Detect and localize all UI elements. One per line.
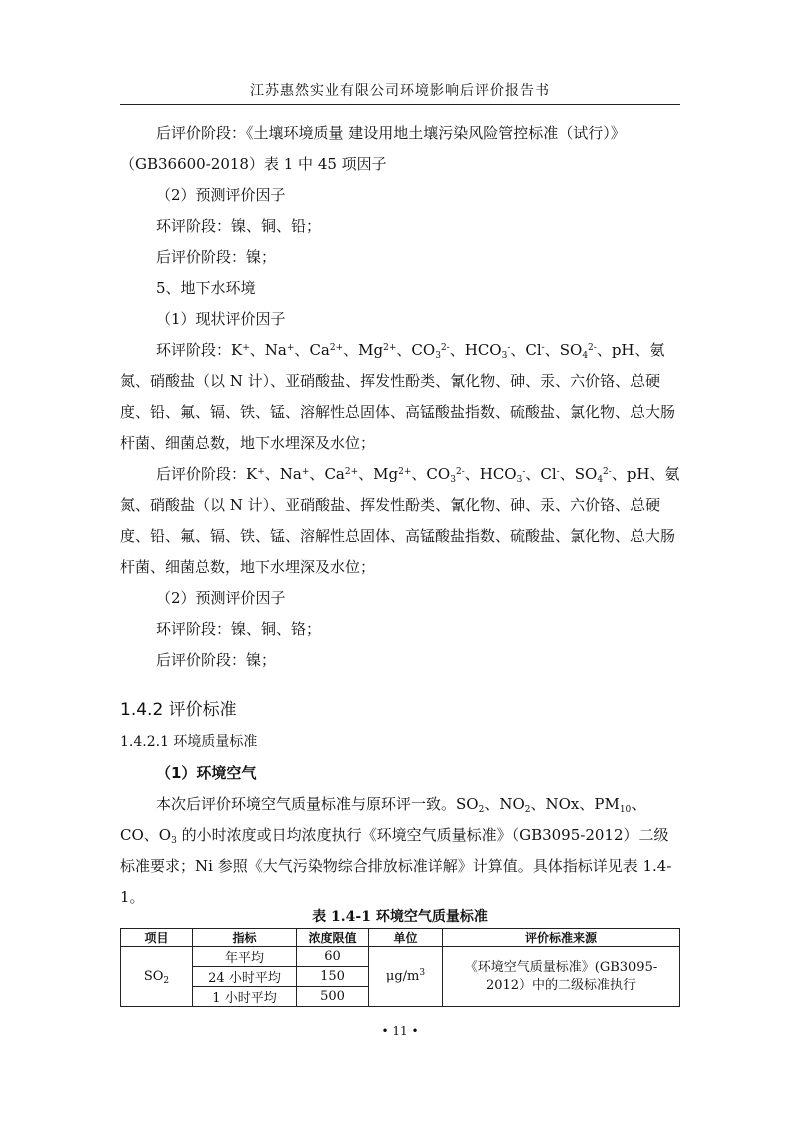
separator: 、 [464, 465, 480, 483]
ion-subscript: 3 [435, 351, 441, 361]
separator: 、 [510, 341, 526, 359]
ion-mg [358, 341, 396, 359]
separator: 、 [264, 465, 280, 483]
ion-symbol: HCO [479, 465, 517, 483]
air-quality-standard-table [120, 928, 680, 1007]
text-run: 、NO [484, 795, 525, 813]
indicator-cell: 1 小时平均 [193, 987, 297, 1007]
ion-so4 [560, 341, 597, 359]
running-header: 江苏惠然实业有限公司环境影响后评价报告书 [250, 83, 550, 99]
ion-symbol: CO [411, 341, 436, 359]
column-header: 项目 [121, 929, 193, 947]
ion-charge: 2- [440, 343, 450, 353]
ion-charge: 2- [455, 467, 465, 477]
column-header: 评价标准来源 [443, 929, 680, 947]
ion-symbol: Ca [309, 341, 330, 359]
ion-k [231, 341, 250, 359]
ion-hco3 [465, 341, 511, 359]
separator: 、 [249, 341, 265, 359]
limit-cell: 150 [297, 967, 369, 987]
subsection-heading-env-quality: 1.4.2.1 环境质量标准 [120, 734, 258, 750]
separator: 、 [358, 465, 374, 483]
column-header: 指标 [193, 929, 297, 947]
paragraph-soil-post-eval: 后评价阶段：《土壤环境质量 建设用地土壤污染风险管控标准（试行）》（GB36600-2018）表 1 中 45 项因子 [120, 124, 626, 173]
ion-symbol: HCO [464, 341, 502, 359]
ion-charge: + [286, 343, 295, 353]
ion-charge: 2+ [329, 343, 344, 353]
pollutant-cell [121, 947, 193, 1007]
ion-symbol: Cl [525, 341, 542, 359]
paragraph-gw-post-eval-stage [120, 459, 680, 583]
subscript: 10 [619, 805, 632, 815]
section-heading-eval-standards: 1.4.2 评价标准 [120, 700, 237, 720]
ion-charge: 2- [603, 467, 612, 477]
subscript: 2 [163, 976, 170, 986]
ion-mg [373, 465, 411, 483]
separator: 、 [343, 341, 359, 359]
ion-symbol: Mg [358, 341, 384, 359]
paragraph-forecast-factors: （2）预测评价因子 [156, 186, 286, 204]
ion-cl [525, 341, 544, 359]
ion-co3 [426, 465, 464, 483]
paragraph-post-eval-stage: 后评价阶段：镍； [156, 248, 277, 266]
subscript: 2 [524, 805, 531, 815]
paragraph-gw-forecast-eia: 环评阶段：镍、铜、铬； [156, 620, 322, 638]
document-body [120, 118, 680, 913]
separator: 、 [544, 341, 560, 359]
text-run: 的小时浓度或日均浓度执行《环境空气质量标准》（GB3095-2012）二级标准要求；Ni 参照《大气污染物综合排放标准详解》计算值。具体指标详见表 1.4-1。 [120, 826, 672, 906]
table-row [121, 947, 680, 967]
unit-cell [369, 947, 443, 1007]
text-run: 、NOx、PM [530, 795, 620, 813]
ion-subscript: 3 [501, 351, 508, 361]
table-header-row [121, 929, 680, 947]
table-caption: 表 1.4-1 环境空气质量标准 [312, 909, 488, 925]
ion-symbol: Mg [373, 465, 399, 483]
lead-text: 环评阶段： [156, 341, 232, 359]
subscript: 2 [478, 805, 485, 815]
paragraph-air-standard [120, 789, 680, 913]
header-rule [120, 104, 680, 105]
separator: 、 [396, 341, 412, 359]
ion-charge: 2+ [398, 467, 412, 477]
ion-charge: - [556, 467, 560, 477]
paragraph-gw-eia-stage [120, 335, 680, 459]
paragraph-current-factors: （1）现状评价因子 [156, 310, 286, 328]
ion-charge: - [541, 343, 545, 353]
ion-hco3 [480, 465, 526, 483]
ion-symbol: K [231, 341, 243, 359]
indicator-cell: 年平均 [193, 947, 297, 967]
separator: 、 [309, 465, 325, 483]
column-header: 单位 [369, 929, 443, 947]
ion-subscript: 4 [582, 351, 589, 361]
ion-charge: - [522, 467, 526, 477]
unit-text: μg/m [385, 969, 420, 984]
ion-symbol: SO [574, 465, 598, 483]
ion-charge: + [257, 467, 265, 477]
separator: 、 [525, 465, 541, 483]
text-run: 、CO、O [120, 795, 647, 844]
indicator-cell: 24 小时平均 [193, 967, 297, 987]
ion-co3 [411, 341, 449, 359]
limit-cell: 500 [297, 987, 369, 1007]
ion-symbol: Ca [324, 465, 345, 483]
tail-text: 、pH、氨氮、硝酸盐（以 N 计）、亚硝酸盐、挥发性酚类、氰化物、砷、汞、六价铬、总硬度、铅、氟、镉、铁、锰、溶解性总固体、高锰酸盐指数、硫酸盐、氯化物、总大肠杆菌、细菌总数，地下水埋深及水位； [120, 465, 680, 576]
page-number: • 11 • [381, 1024, 419, 1038]
lead-text: 后评价阶段： [156, 465, 247, 483]
ion-charge: + [242, 343, 250, 353]
subscript: 3 [171, 836, 177, 846]
ion-charge: 2+ [383, 343, 397, 353]
ion-ca [324, 465, 358, 483]
tail-text: 、pH、氨氮、硝酸盐（以 N 计）、亚硝酸盐、挥发性酚类、氰化物、砷、汞、六价铬、总硬度、铅、氟、镉、铁、锰、溶解性总固体、高锰酸盐指数、硫酸盐、氯化物、总大肠杆菌、细菌总数，地下水埋深及水位； [120, 341, 676, 452]
ion-subscript: 4 [597, 475, 604, 485]
ion-na [280, 465, 310, 483]
ion-charge: 2- [588, 343, 597, 353]
paragraph-eia-stage: 环评阶段：镍、铜、铅； [156, 217, 322, 235]
separator: 、 [411, 465, 427, 483]
limit-cell: 60 [297, 947, 369, 967]
ion-symbol: Cl [540, 465, 557, 483]
ion-so4 [575, 465, 612, 483]
ion-symbol: CO [426, 465, 451, 483]
paragraph-gw-forecast-post: 后评价阶段：镍； [156, 651, 277, 669]
ion-charge: + [301, 467, 310, 477]
ion-cl [540, 465, 559, 483]
section-groundwater: 5、地下水环境 [156, 279, 256, 297]
subsection-heading-ambient-air: （1）环境空气 [156, 764, 257, 782]
ion-k [246, 465, 265, 483]
ion-symbol: SO [559, 341, 583, 359]
separator: 、 [449, 341, 465, 359]
ion-na [265, 341, 295, 359]
ion-subscript: 3 [516, 475, 523, 485]
ion-ca [309, 341, 343, 359]
ion-charge: 2+ [344, 467, 359, 477]
separator: 、 [559, 465, 575, 483]
ion-charge: - [507, 343, 511, 353]
ion-symbol: Na [264, 341, 287, 359]
pollutant-symbol: SO [143, 969, 164, 984]
column-header: 浓度限值 [297, 929, 369, 947]
superscript: 3 [419, 968, 426, 978]
text-run: 本次后评价环境空气质量标准与原环评一致。SO [156, 795, 479, 813]
source-cell: 《环境空气质量标准》(GB3095-2012）中的二级标准执行 [443, 947, 680, 1007]
ion-symbol: Na [279, 465, 302, 483]
paragraph-gw-forecast-factors: （2）预测评价因子 [156, 589, 286, 607]
ion-symbol: K [246, 465, 258, 483]
separator: 、 [294, 341, 310, 359]
ion-subscript: 3 [450, 475, 456, 485]
